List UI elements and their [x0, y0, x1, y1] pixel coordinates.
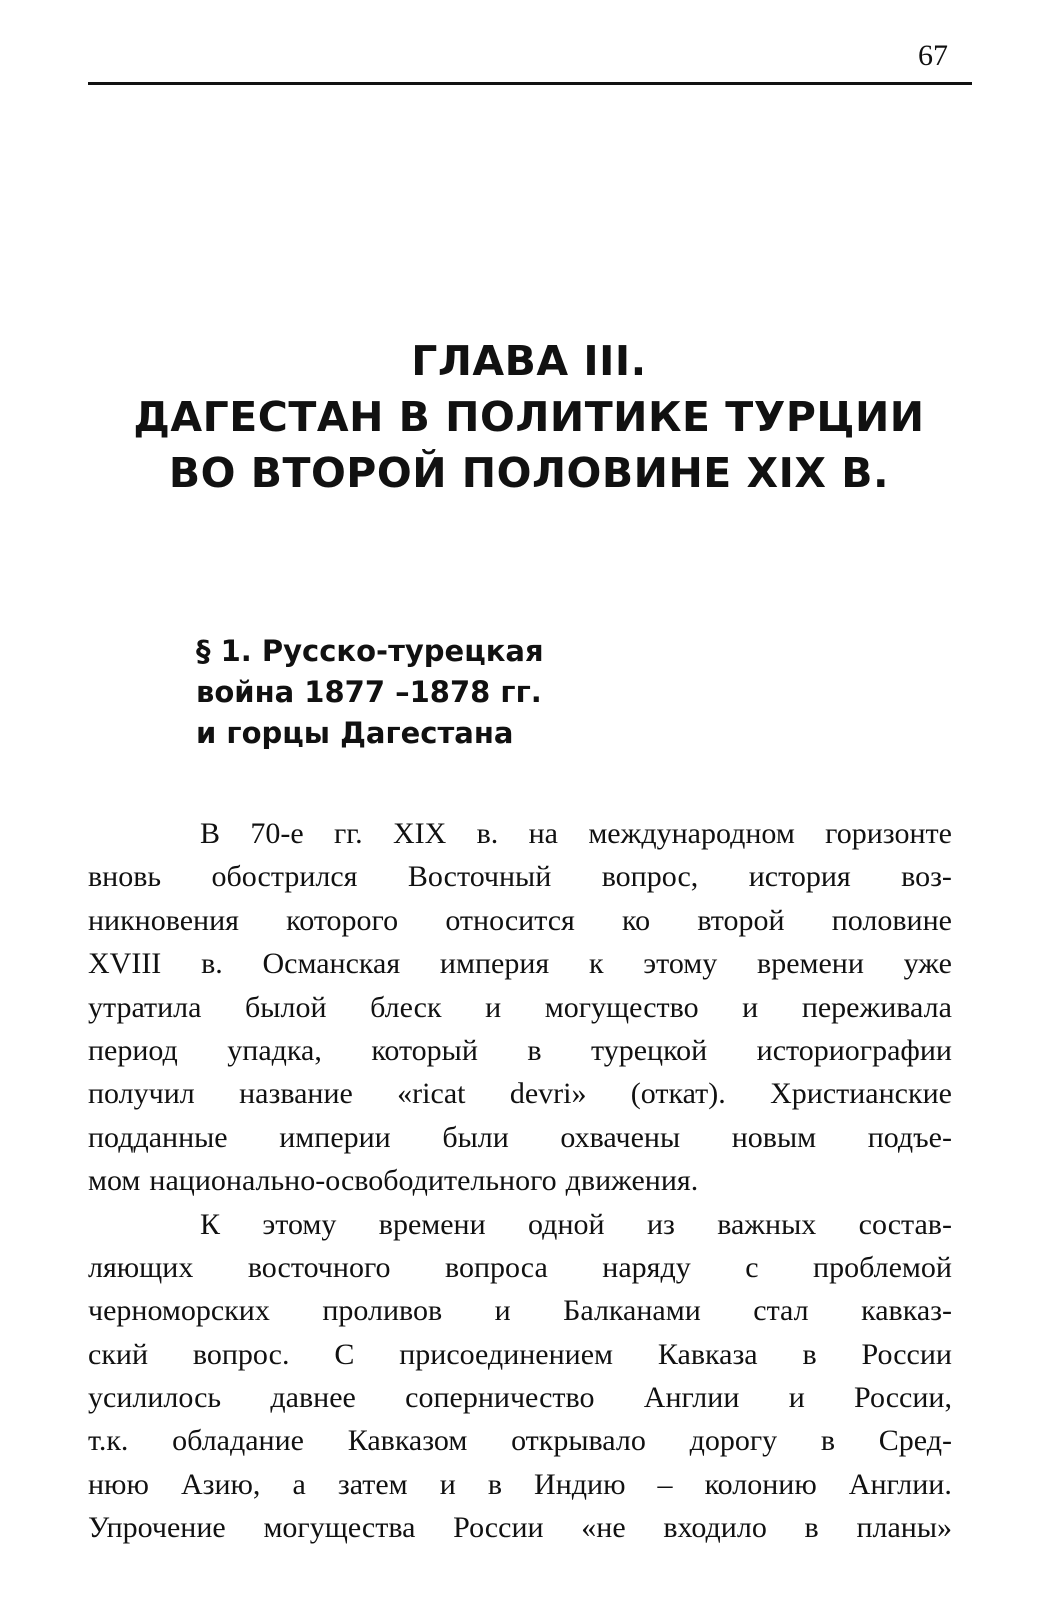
chapter-title-line: ВО ВТОРОЙ ПОЛОВИНЕ XIX В.: [168, 449, 890, 497]
text-line: В 70-е гг. XIX в. на международном горизонте: [200, 817, 952, 850]
paragraph: [88, 812, 952, 1203]
text-line: период упадка, который в турецкой историографии: [88, 1033, 952, 1067]
body-text: [88, 812, 952, 1550]
text-line: ляющих восточного вопроса наряду с проблемой: [88, 1250, 952, 1284]
text-line: XVIII в. Османская империя к этому времени уже: [88, 947, 952, 981]
text-line: черноморских проливов и Балканами стал кавказ-: [88, 1294, 952, 1328]
text-line: К этому времени одной из важных состав-: [200, 1207, 952, 1241]
text-line: Упрочение могущества России «не входило в планы»: [88, 1511, 952, 1545]
chapter-title-line: ГЛАВА III.: [411, 337, 647, 385]
text-line: ский вопрос. С присоединением Кавказа в России: [88, 1337, 952, 1371]
text-line: подданные империи были охвачены новым подъе-: [88, 1120, 952, 1154]
section-title-line: война 1877 –1878 гг.: [196, 675, 542, 709]
text-line: т.к. обладание Кавказом открывало дорогу в Сред-: [88, 1424, 952, 1458]
text-line: усилилось давнее соперничество Англии и России,: [88, 1381, 952, 1415]
text-line: вновь обострился Восточный вопрос, история воз-: [88, 860, 952, 894]
header-rule: [88, 82, 972, 85]
text-line: утратила былой блеск и могущество и переживала: [88, 990, 952, 1024]
text-line: мом национально-освободительного движения.: [88, 1164, 699, 1198]
text-line: никновения которого относится ко второй половине: [88, 903, 952, 937]
section-title: [196, 631, 756, 754]
chapter-title-line: ДАГЕСТАН В ПОЛИТИКЕ ТУРЦИИ: [133, 393, 925, 441]
paragraph: [88, 1203, 952, 1550]
section-title-line: § 1. Русско-турецкая: [196, 634, 544, 668]
page-number: 67: [918, 39, 948, 72]
section-title-line: и горцы Дагестана: [196, 716, 514, 750]
text-line: нюю Азию, а затем и в Индию – колонию Англии.: [88, 1467, 952, 1501]
chapter-title: [80, 333, 978, 501]
text-line: получил название «ricat devri» (откат). Христианские: [88, 1077, 952, 1111]
